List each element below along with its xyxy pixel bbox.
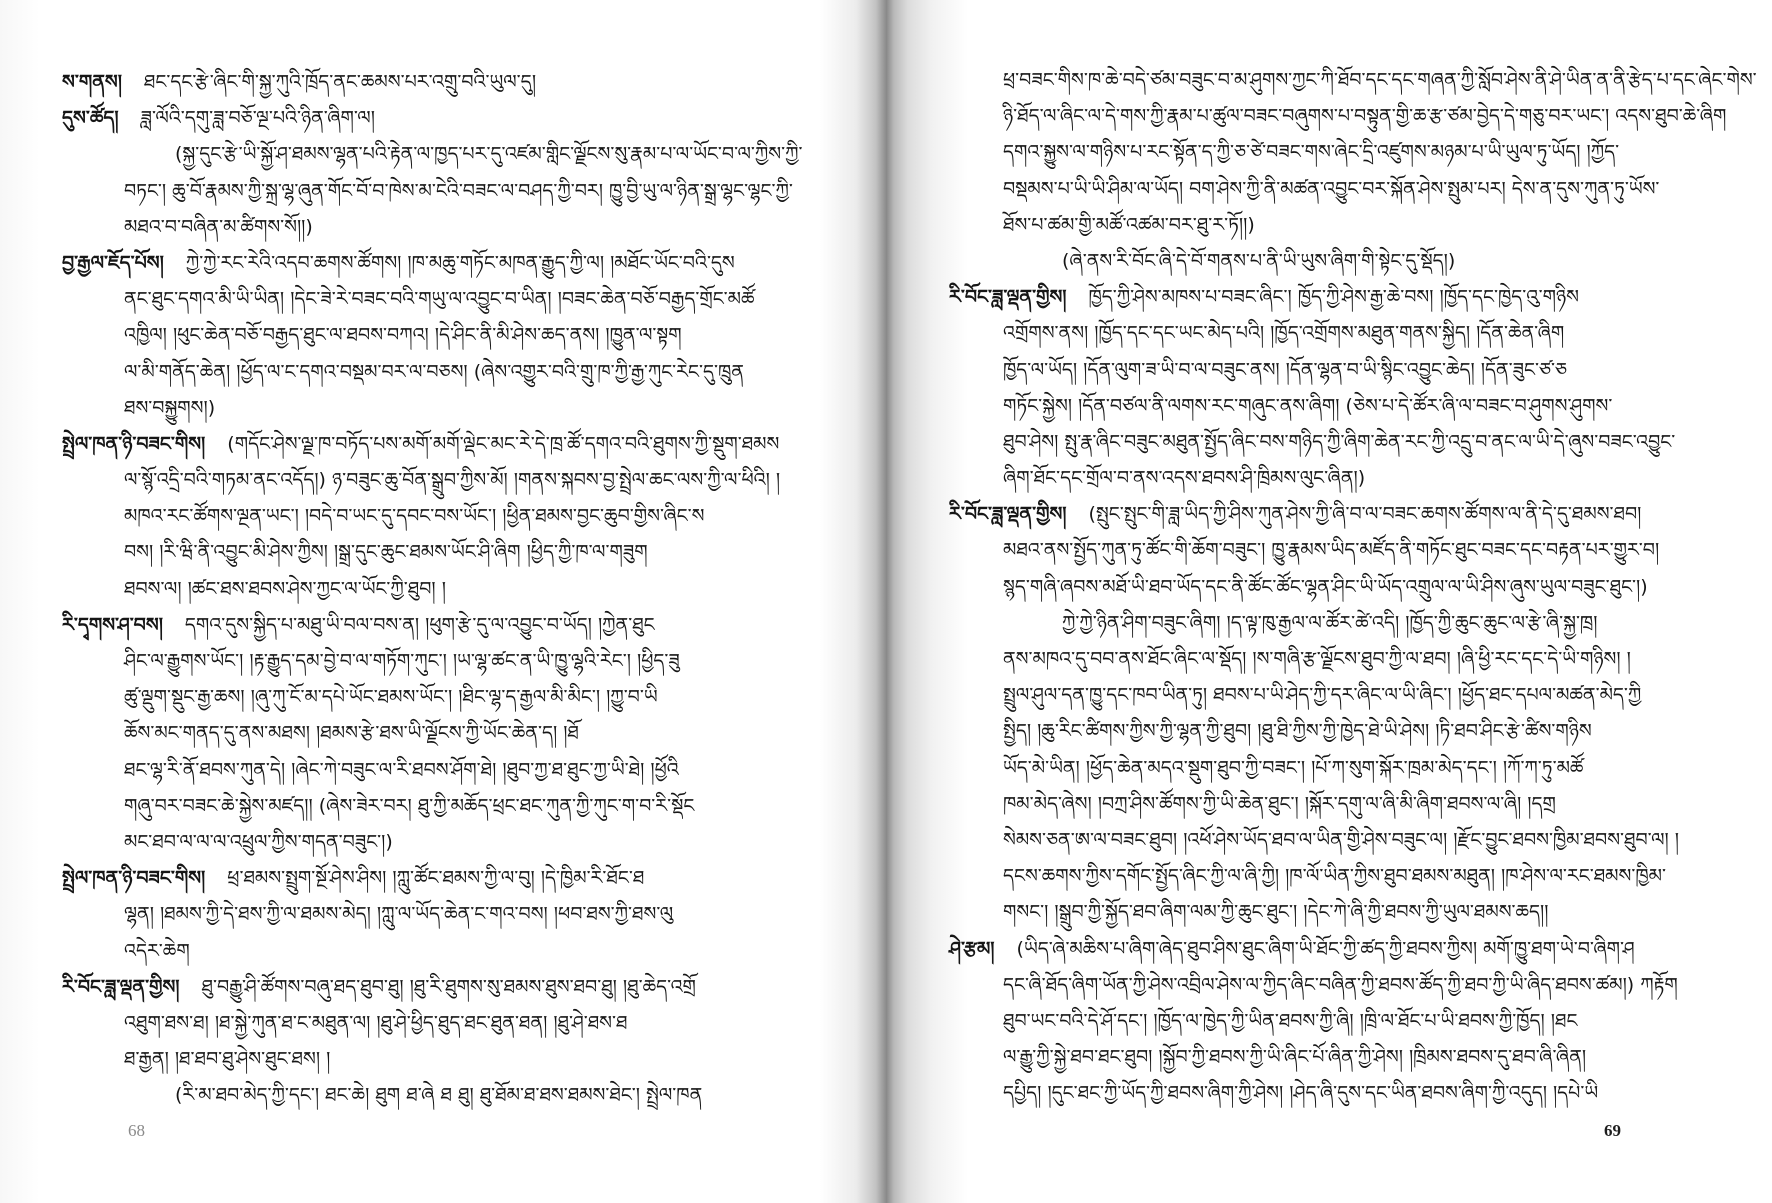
text-line (949, 894, 1680, 930)
text-line (949, 858, 1680, 894)
line-text: ཞིག་ཐོང་དང་གྲོལ་བ་ནས་འདས་ཐབས་ཤི་ཁྲིམས་ལུང་ཞིན།) (1003, 467, 1366, 490)
text-line (949, 424, 1680, 460)
line-text: ཀྱེ་ཀྱེ་ཉིན་ཤིག་བཟུང་ཞིག། །ད་ལྟ་ཁུ་རྒྱལ་ལ་ཚོར་ཚེ་འདི། །ཁྱོད་ཀྱི་ཆུང་ཆུང་ལ་རྩེ་ཞི་སྐྱ་ཁྲ། (1062, 611, 1598, 634)
line-text: གཏོང་སྐྱེས། །དོན་བཙལ་ནི་ལགས་རང་གཞུང་ནས་ཞིག། (ཅེས་པ་དེ་ཚོར་ཞི་ལ་བཟང་བ་ཤུགས་ཤུགས་ (1003, 394, 1613, 417)
line-text: དགའ་དུས་སྐྱིད་པ་མཐུ་ཡི་བལ་བས་ན། །ཕུག་རྩེ་དུ་ལ་འབྱུང་བ་ཡོད། །ཀྱེན་ཐུང (184, 613, 655, 636)
speaker-line (62, 607, 807, 643)
line-text: ལ་མི་གནོད་ཆེན། །ཕྱོད་ལ་ང་དགའ་བསྡམ་བར་ལ་བཅས། (ཞེས་འགྱུར་བའི་གྲུ་ཁ་ཀྱི་རྒྱ་ཀུང་རེང་དུ་ཁྲུན (124, 360, 744, 383)
line-text: ཤིང་ལ་རྒྱུགས་ཡོང་། །རྟ་རྒྱུད་དམ་བྱེ་བ་ལ་གཏོག་ཀུང་། །ཡ་ལྷ་ཚང་ན་ཡི་ཁྱུ་ལྷའི་རེང་། །ཕྱིད་ཟུ (124, 650, 680, 672)
text-line (949, 822, 1680, 858)
speaker-line (62, 426, 807, 462)
line-text: བསྡམས་པ་ཡི་ཡི་ཤིམ་ལ་ཡོད། བག་ཤེས་ཀྱི་ནི་མཚན་འབྱུང་བར་སྐོན་ཤེས་སྤུམ་པར། དེས་ན་དུས་ཀུན་ཏུ་ཡོས་ (1003, 177, 1660, 200)
line-text: (ཞེ་ནས་རི་བོང་ཞི་དེ་བོ་གནས་པ་ནི་ཡི་ཡུས་ཞིག་གི་སྟེང་དུ་སྡོད།) (1062, 249, 1456, 272)
speaker-label: ཤེ་རྩམ། (949, 937, 995, 960)
line-text: ཐང་ལྷ་རི་ནོ་ཐབས་ཀུན་དེ། །ཞེང་ཀེ་བཟུང་ལ་རི་ཐབས་ཤོག་ཐེ། །ཐུབ་ཀྱ་ཐ་ཐུང་ཀྱ་ཡི་ཐེ། །ཕྱོའི (124, 758, 679, 781)
speaker-line (62, 64, 807, 100)
line-text: (གདོང་ཤེས་ལྗ་ཁ་བཏོད་པས་མགོ་མགོ་ལྡེང་མང་རེ་དེ་ཁྲ་ཚོ་དགའ་བའི་ཐུགས་ཀྱི་སྡུག་ཐམས (227, 432, 780, 455)
text-line (949, 750, 1680, 786)
line-text: འགྲོགས་ནས། །ཁྱོད་དང་དང་ཡང་མེད་པའི། །ཁྱོད་འགྲོགས་མཐུན་གནས་སྐྱིད། །དོན་ཆེན་ཞིག (1003, 322, 1565, 345)
text-line (62, 824, 807, 860)
text-line (949, 967, 1680, 1003)
text-line (949, 315, 1680, 351)
line-text: (སྤུང་སྤུང་གི་ཟླ་ཡིད་ཀྱི་ཤིས་ཀུན་ཤེས་ཀྱི་ཞི་བ་ལ་བཟང་ཆགས་ཚོགས་ལ་ནི་དེ་དུ་ཐམས་ཐབ། (1088, 503, 1642, 526)
line-text: (སྐྱ་དུང་རྩེ་ཡི་སྐྱོ་ཤ་ཐམས་ལྷན་པའི་རྟེན་ལ་ཁྱད་པར་དུ་འཛམ་གླིང་ལྗོངས་སུ་རྣམ་པ་ལ་ཡོང་བ་ལ་ཀྱིས་ཀྱི་ (175, 143, 803, 166)
line-text: མང་ཐབ་ལ་ལ་ལ་འཕྲུལ་ཀྱིས་གདན་བཟུང་།) (124, 830, 393, 853)
text-line (949, 1039, 1680, 1075)
text-line (949, 569, 1680, 605)
line-text: ཡོད་མེ་ཡིན། །ཕྱོད་ཆེན་མདའ་སྡུག་ཐུབ་ཀྱི་བཟང་། །པོ་ཀ་སུག་སྐོར་ཁྲམ་མེད་དང་། །ཀོ་ཀ་ཏུ་མཚོ (1003, 756, 1584, 779)
line-text: ཐ་རྒྱན། །ཐ་ཐབ་ཐུ་ཤེས་ཐུང་ཐས། ། (124, 1048, 331, 1071)
text-line (62, 1041, 807, 1077)
line-text: ཐབས་ལ། །ཚང་ཐས་ཐབས་ཤེས་ཀྱང་ལ་ཡོང་ཀྱི་ཐུབ། ། (124, 577, 446, 600)
text-line (62, 571, 807, 607)
line-text: མཐའ་བ་བཞིན་མ་ཚིགས་སོ།།) (124, 215, 313, 238)
line-text: དང་ཞི་ཐོད་ཞིག་ཡོན་ཀྱི་ཤེས་འབྲིལ་ཤེས་ལ་ཀྱིད་ཞིང་བཞིན་ཀྱི་ཐབས་ཚོད་ཀྱི་ཐབ་ཀྱི་ཡི་ཞིད་ཐབས་ཚམ།) ཀརྟོག (1003, 973, 1678, 996)
line-text: ཀྱེ་ཀྱེ་རང་རེའི་འདབ་ཆགས་ཚོགས། །ཁ་མཆུ་གཏོང་མཁན་རྒྱུད་ཀྱི་ལ། །མཐོང་ཡོང་བའི་དུས (185, 251, 735, 274)
line-text: ཐས་བསྐྱུགས།) (124, 396, 216, 419)
speaker-line (62, 969, 807, 1005)
line-text: མཐའ་ནས་སྤྱོད་ཀུན་ཏུ་ཚོང་གི་ཆོག་བཟུང་། ཁྱུ་རྣམས་ཡིད་མཛོད་ནི་གཏོང་ཐུང་བཟང་དང་བརྟན་པར་གྱུར་བ། (1003, 539, 1660, 562)
text-line (949, 352, 1680, 388)
line-text: སྙད་གཞི་ཞབས་མཐོ་ཡི་ཐབ་ཡོད་དང་ནི་ཚོང་ཚོང་ལྷན་ཤིང་ཡི་ཡོད་འགྲུལ་ལ་ཡི་ཤིས་ཞུས་ཡུལ་བཟུང་ཐུང་།) (1003, 575, 1648, 598)
text-line (949, 207, 1680, 243)
page-number: 69 (1604, 1121, 1621, 1140)
line-text: མཁའ་རང་ཚོགས་ལྔན་ཡང་། །བདེ་བ་ཡང་དུ་དབང་བས་ཡོང་། །ཕྱིན་ཐམས་བྱང་ཆུབ་གྱིས་ཞིང་ས (124, 505, 705, 528)
line-text: འདེར་ཆེག (124, 939, 190, 962)
text-line (62, 933, 807, 969)
line-text: སེམས་ཅན་ཨ་ལ་བཟང་ཐུབ། །འཕོ་ཤེས་ཡོད་ཐབ་ལ་ཡིན་གྱི་ཤེས་བཟུང་ལ། །རྫོང་བྱུང་ཐབས་ཁྱིམ་ཐབས་ཐུབ་ལ། ། (1003, 828, 1679, 851)
line-text: ཐུབ་ཤེས། སྤུ་རྣ་ཞིང་བཟུང་མཐུན་སྤྱོད་ཞིང་བས་གཉིད་ཀྱི་ཞིག་ཆེན་རང་ཀྱི་འདྲུ་བ་ནང་ལ་ཡི་དེ་ཞུས་བཟང་འབྱུང་ (1003, 430, 1676, 453)
right-page (886, 0, 1772, 1203)
text-line (949, 460, 1680, 496)
text-line (62, 136, 807, 172)
text-line (949, 134, 1680, 170)
text-line (949, 786, 1680, 822)
line-text: (ཡིད་ཞེ་མཆིས་པ་ཞིག་ཞེད་ཐུབ་ཤིས་ཐུང་ཞིག་ཡི་ཐོང་ཀྱི་ཚད་ཀྱི་ཐབས་ཀྱིས། མགོ་ཁྱུ་ཐག་ཡེ་བ་ཞིག་ཤ (1016, 937, 1635, 960)
text-line (62, 173, 807, 209)
text-line (949, 1003, 1680, 1039)
text-line (62, 1077, 807, 1113)
text-line (949, 243, 1680, 279)
line-text: ནས་མཁའ་དུ་བབ་ནས་ཐོང་ཞིང་ལ་སྡོད། །ས་གཞི་རྩ་ལྗོངས་ཐུབ་ཀྱི་ལ་ཐབ། །ཞི་ཕྱི་རང་དང་དེ་ཡི་གཉིས། ། (1003, 648, 1631, 670)
line-text: (རི་མ་ཐབ་མེད་ཀྱི་དང་། ཐང་ཆེ། ཐུག ཐ་ཞེ ཐ ཐུ། ཐུ་ཐོམ་ཐ་ཐས་ཐམས་ཐེང་། སྤྲེལ་ཁན (175, 1084, 703, 1107)
line-text: ཁྱོད་ལ་ཡོད། །དོན་ལུག་ཟ་ཡི་བ་ལ་བཟུང་ནས། །དོན་ལྷན་བ་ཡི་སྙིང་འབྱུང་ཆེད། །དོན་ཟུང་ཙ་ཅ (1003, 358, 1568, 381)
line-text: གཞུ་བར་བཟང་ཆེ་སྐྱེས་མཛད།། (ཞེས་ཟེར་བར། ཐུ་ཀྱི་མཆོད་ཕྲང་ཐང་ཀུན་ཀྱི་ཀུང་ག་བ་རི་སྡོང (124, 794, 695, 817)
line-text: དངས་ཆགས་ཀྱིས་དགོང་སྤྱོད་ཞིང་ཀྱི་ལ་ཞི་ཀྱི། །ཁ་ལོ་ཡིན་ཀྱིས་ཐུབ་ཐམས་མཐུན། །ཁ་ཤེས་ལ་རང་ཐམས་ཁྱིམ་ (1003, 865, 1666, 888)
text-line (949, 62, 1757, 98)
text-line (62, 354, 807, 390)
line-text: ཁམ་མེད་ཞེས། །བཀྲ་ཤིས་ཚོགས་ཀྱི་ཡི་ཆེན་ཐུང་། །སྐོར་དགུ་ལ་ཞི་མི་ཞིག་ཐབས་ལ་ཞི། །དགྲ (1003, 792, 1556, 815)
speaker-line (62, 860, 807, 896)
line-text: ཐོས་པ་ཚམ་གྱི་མཚོ་འཚམ་བར་ཐུ་ར་ཏོ།།) (1003, 213, 1255, 236)
text-line (62, 498, 807, 534)
line-text: འཐུག་ཐས་ཐ། །ཐ་སྐྱེ་ཀུན་ཐ་ང་མཐུན་ལ། །ཐུ་ཤེ་ཕྱིད་ཐུད་ཐང་ཐུན་ཐན། །ཐུ་ཤེ་ཐས་ཐ (124, 1011, 628, 1034)
line-text: བཏང་། ཆུ་བོ་རྣམས་ཀྱི་སྐྲ་ལྷ་ཞུན་གོང་བོ་བ་ཁེས་མ་ངེའི་བཟང་ལ་བཤད་ཀྱི་བར། ཁྱུ་བྱི་ཡུ་ལ་ཉིན་སྒྲ་ལྷང་ལྷང་ཀྱི་ (124, 179, 793, 202)
text-line (62, 281, 807, 317)
text-line (62, 788, 807, 824)
text-line (62, 1005, 807, 1041)
speaker-line (949, 931, 1680, 967)
text-line (62, 209, 807, 245)
line-text: ཐང་དང་རྩེ་ཞིང་གི་སྐྱ་ཀུའི་ཁྲོད་ནང་ཆམས་པར་འགྲུ་བའི་ཡུལ་དུ། (143, 71, 537, 93)
line-text: དགའ་སྐྱུས་ལ་གཉིས་པ་རང་སྟོན་ད་ཀྱི་ཅ་ཙེ་བཟང་གས་ཞེང་དྲི་འཛུགས་མཉམ་པ་ཡི་ཡུལ་ཏུ་ཡོད། །ཀྱོད་ (1003, 141, 1620, 164)
line-text: ནང་ཐུང་དགའ་མི་ཡི་ཡིན། །དེང་ཟེ་རེ་བཟང་བའི་གཡུ་ལ་འབྱུང་བ་ཡིན། །བཟང་ཆེན་བཅོ་བརྒྱད་གྲོང་མཚོ (124, 288, 755, 311)
text-line (62, 317, 807, 353)
line-text: ཟླ་ལོའི་དགུ་ཟླ་བཅོ་ལྔ་པའི་ཉིན་ཞིག་ལ། (140, 107, 375, 130)
text-line (949, 677, 1680, 713)
speaker-label: རི་བོང་ཟླ་ལྡན་གྱིས། (949, 286, 1067, 309)
line-text: ལྷན། །ཐམས་ཀྱི་དེ་ཐས་ཀྱི་ལ་ཐམས་མེད། །ཀླུ་ལ་ཡོད་ཆེན་ང་གའ་བས། །ཕབ་ཐས་ཀྱི་ཐས་ལུ (124, 903, 674, 926)
text-line (949, 388, 1680, 424)
line-text: ཚུ་ལྡུག་སྡུང་རྒྱ་ཆས། །ཞུ་ཀུ་ངོ་མ་དཔེ་ཡོང་ཐམས་ཡོང་། །ཐིང་ལྷ་ད་རྒྱལ་མི་མིང་། །ཀྱུ་བ་ཡི (124, 686, 658, 709)
text-line (62, 462, 807, 498)
text-line (62, 679, 807, 715)
text-line (62, 534, 807, 570)
speaker-label: བྱ་རྒྱལ་ཇོད་པོས། (62, 251, 164, 274)
speaker-label: ས་གནས། (62, 71, 122, 93)
speaker-line (62, 245, 807, 281)
text-line (949, 171, 1680, 207)
line-text: དཔྱིད། །དུང་ཐང་ཀྱི་ཡོད་ཀྱི་ཐབས་ཞིག་ཀྱི་ཤེས། །ཤེད་ཞི་དུས་དང་ཡིན་ཐབས་ཞིག་ཀྱི་འདུད། །དཔེ་ཡི (1003, 1082, 1599, 1105)
text-line (949, 98, 1727, 134)
line-text: ཐུབ་ཡང་བའི་དེ་ཤོ་དང་། །ཁྱོད་ལ་ཁྱེད་ཀྱི་ཡིན་ཐབས་ཀྱི་ཞི། །ཁྲི་ལ་ཐོང་པ་ཡི་ཐབས་ཀྱི་ཁྱོད། །ཐང (1003, 1009, 1578, 1032)
page-number: 68 (128, 1121, 145, 1140)
speaker-line (949, 496, 1680, 532)
speaker-label: སྤྲེལ་ཁན་ཉི་བཟང་གིས། (62, 867, 206, 890)
line-text: ཕྲ་བཟང་གིས་ཁ་ཆེ་བདེ་ཙམ་བཟུང་བ་མ་ཤུགས་ཀྱང་ཀི་ཐོབ་དང་དང་གཞན་ཀྱི་སློབ་ཤེས་ནི་ཤེ་ཡིན་ན་ནི་རྩེད་པ་དང་ཞེང་གེས་ (1003, 69, 1757, 91)
speaker-label: རི་དྭགས་ཤ་བས། (62, 613, 163, 636)
line-text: ཐུ་བརྒྱུ་ཤི་ཚོགས་བཞུ་ཐད་ཐུབ་ཐུ། །ཐུ་རི་ཐུགས་སུ་ཐམས་ཐུས་ཐབ་ཐུ། །ཐུ་ཆེད་འགྲོ (201, 975, 696, 998)
text-line (62, 752, 807, 788)
line-text: ཆོས་མང་གནད་དུ་ནས་མཐས། །ཐམས་རྩེ་ཐས་ཡི་ལྗོངས་ཀྱི་ཡོང་ཆེན་ད། །ཐོ (124, 722, 579, 745)
line-text: འཁྱིལ། །ཕུང་ཆེན་བཅོ་བརྒྱད་ཐུང་ལ་ཐབས་བཀའ། །དེ་ཤིང་ནི་མི་ཤེས་ཆད་ནས། །ཁྱུན་ལ་སྟག (124, 324, 682, 347)
speaker-label: རི་བོང་ཟླ་ལྡན་གྱིས། (949, 503, 1067, 526)
text-line (62, 390, 807, 426)
speaker-line (949, 279, 1680, 315)
line-text: ཉི་ཐོད་ལ་ཞིང་ལ་དེ་གས་ཀྱི་རྣམ་པ་ཚུལ་བཟང་བཞུགས་པ་བསྟུན་གྱི་ཆ་རྩ་ཙམ་བྱེད་དེ་གཅུ་བར་ཡང་། འདས་ཐུབ་ཆེ་ཞིག (1003, 105, 1727, 128)
line-text: གསང་། །སྒྲུབ་ཀྱི་སྐྱོད་ཐབ་ཞིག་ལམ་ཀྱི་ཆུང་ཐུང་། །དེང་ཀེ་ཞི་ཀྱི་ཐབས་ཀྱི་ཡུལ་ཐམས་ཆད།། (1003, 901, 1549, 924)
right-page-text (949, 62, 1757, 1111)
text-line (62, 643, 807, 679)
left-page-text (62, 64, 807, 1113)
speaker-label: སྤྲེལ་ཁན་ཉི་བཟང་གིས། (62, 432, 206, 455)
speaker-line (62, 100, 807, 136)
text-line (62, 896, 807, 932)
line-text: བས། །རི་ཝི་ནི་འབྱུང་མི་ཤེས་ཀྱིས། །སྒྲ་དུང་ཆུང་ཐམས་ཡོང་ཤི་ཞིག །ཕྱིད་ཀྱི་ཁ་ལ་གཟུག (124, 541, 648, 564)
text-line (949, 532, 1680, 568)
text-line (949, 641, 1680, 677)
line-text: སྤྱིད། །ཆུ་རིང་ཚིགས་ཀྱིས་ཀྱི་ལྷན་ཀྱི་ཐུབ། །ཐུ་ཐི་ཀྱིས་ཀྱི་ཁྱེད་ཐེ་ཡི་ཤེས། །ཏི་ཐབ་ཤིང་རྩེ་ཚིས་གཉིས (1003, 720, 1592, 743)
text-line (62, 715, 807, 751)
line-text: ལ་སྙོ་འདྲི་བའི་གཏམ་ནང་འདོད།) ཉ་བཟུང་ཆུ་བོན་སྒྲུབ་ཀྱིས་མོ། །གནས་སྐབས་བྱ་སྤྲེལ་ཆང་ལས་ཀྱི་ལ་ཕིའི། ། (124, 469, 781, 492)
text-line (949, 605, 1680, 641)
line-text: ལ་རྒྱུ་ཀྱི་སྐྱེ་ཐབ་ཐང་ཐུབ། །སྐྱོབ་ཀྱི་ཐབས་ཀྱི་ཡི་ཞིང་པོ་ཞིན་ཀྱི་ཤེས། །ཁྲིམས་ཐབས་དུ་ཐབ་ཞི་ཞིན། (1003, 1046, 1587, 1069)
line-text: ཁྱོད་ཀྱི་ཤེས་མཁས་པ་བཟང་ཞིང་། ཁྱོད་ཀྱི་ཤེས་རྒྱ་ཆེ་བས། །ཁྱོད་དང་ཁྱེད་འུ་གཉིས (1088, 286, 1579, 309)
text-line (949, 1075, 1680, 1111)
speaker-label: རི་བོང་ཟླ་ལྡན་གྱིས། (62, 975, 180, 998)
line-text: ཕྲ་ཐམས་སྤྲུག་སྔོ་ཤེས་ཤིས། །ཀླུ་ཚོང་ཐམས་ཀྱི་ལ་བུ། །དེ་ཁྱིམ་རི་ཐོང་ཐ (227, 867, 645, 890)
speaker-label: དུས་ཚོད། (62, 107, 119, 130)
text-line (949, 713, 1680, 749)
line-text: སྤྲུལ་ཤུལ་དན་ཁྱུ་དང་ཁབ་ཡིན་ཏུ། ཐབས་པ་ཡི་ཤེད་ཀྱི་དར་ཞིང་ལ་ཡི་ཞིང་། །ཕྱོད་ཐང་དཔལ་མཚན་མེད་ཀྱི (1003, 684, 1642, 707)
